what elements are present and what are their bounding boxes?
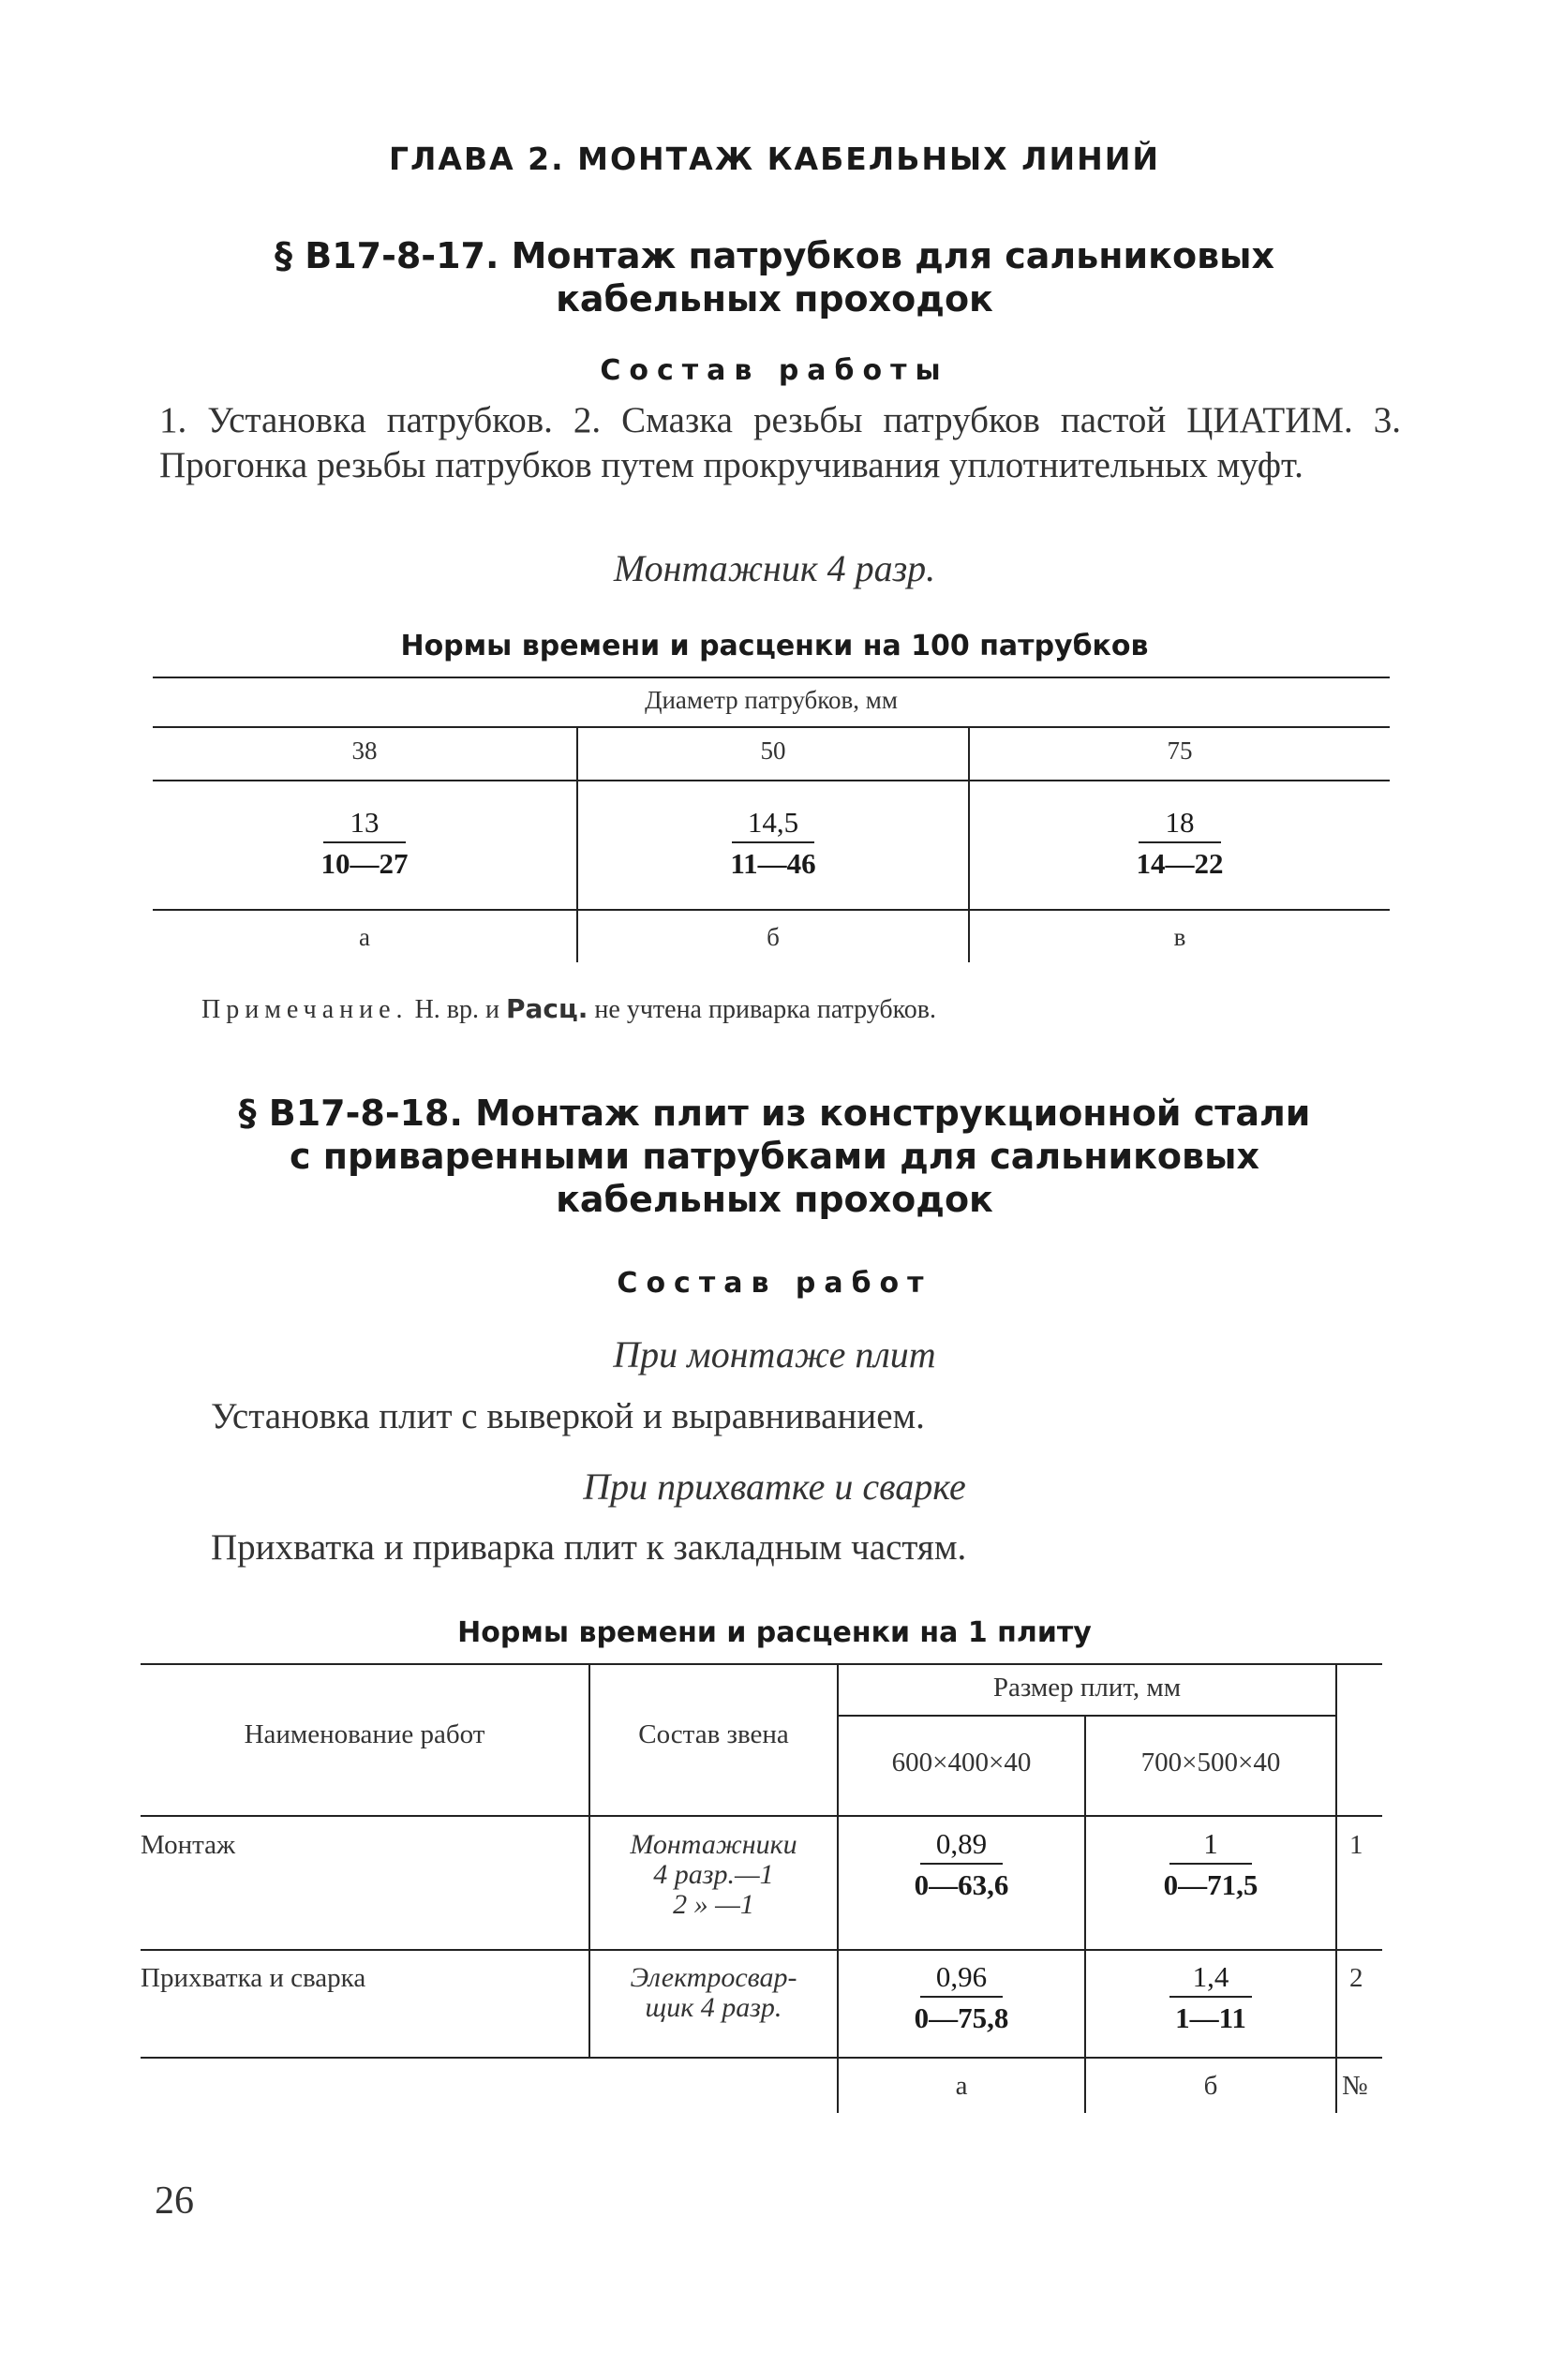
section2-sub1-text: Установка плит с выверкой и выравниванием.	[211, 1396, 925, 1436]
section1-title	[0, 234, 1549, 320]
table1-header: Диаметр патрубков, мм	[645, 686, 898, 714]
table2-row1-value-b	[1086, 1827, 1335, 1902]
table2-num-sign: №	[1342, 2071, 1368, 2101]
table2-row1-norm-a: 0,89	[920, 1827, 1003, 1865]
table1-diameter-50: 50	[760, 736, 786, 765]
table1-value-b	[578, 806, 968, 881]
table2-letter-b: б	[1203, 2071, 1218, 2101]
table2-rule-top	[141, 1663, 1382, 1665]
table2-row1-crew-line1: Монтажники	[630, 1829, 797, 1860]
table2-row1-crew-line2: 4 разр.—1	[653, 1859, 774, 1890]
table2-rule-row1	[141, 1949, 1382, 1951]
section2-title-line1: § В17-8-18. Монтаж плит из конструкционной стали	[238, 1093, 1311, 1134]
note-and: и	[485, 995, 499, 1024]
table1-note	[201, 993, 936, 1025]
table1-value-a	[153, 806, 576, 881]
note-label: Примечание.	[201, 995, 409, 1024]
table1-norm-c: 18	[1139, 806, 1221, 843]
section1-worker: Монтажник 4 разр.	[613, 547, 936, 589]
section2-sub1-heading: При монтаже плит	[613, 1333, 936, 1376]
table2-row2-crew-line2: щик 4 разр.	[645, 1992, 782, 2023]
section2-title-line2: с приваренными патрубками для сальниковых	[290, 1136, 1259, 1177]
section2-work-heading: Состав работ	[617, 1267, 932, 1300]
note-rest: не учтена приварка патрубков.	[594, 995, 937, 1024]
table2-divider-num	[1335, 1665, 1337, 2113]
table2-row1-num: 1	[1349, 1830, 1363, 1860]
table1-diameter-75: 75	[1167, 736, 1193, 765]
table2-rule-row2	[141, 2057, 1382, 2059]
table2-row2-work: Прихватка и сварка	[141, 1963, 366, 1993]
table1-letter-b: б	[767, 923, 780, 951]
table2-row1-value-a	[839, 1827, 1084, 1902]
table2-row2-crew	[590, 1963, 837, 2023]
table2-row1-price-a: 0—63,6	[914, 1868, 1009, 1901]
table2-header-size-b: 700×500×40	[1140, 1748, 1281, 1778]
table1-rule-values	[153, 909, 1390, 911]
table2-row2-crew-line1: Электросвар-	[630, 1962, 797, 1993]
table1-price-b: 11—46	[730, 847, 816, 880]
table1-norm-b: 14,5	[732, 806, 814, 843]
table2-caption: Нормы времени и расценки на 1 плиту	[457, 1616, 1092, 1649]
table2-header-crew: Состав звена	[638, 1719, 789, 1749]
table1-rule-diam	[153, 780, 1390, 781]
table2-rule-header	[141, 1815, 1382, 1817]
table2-row2-price-b: 1—11	[1175, 2001, 1246, 2034]
table1-rule-top	[153, 677, 1390, 678]
table2-header-work: Наименование работ	[244, 1719, 485, 1749]
table1-caption: Нормы времени и расценки на 100 патрубков	[400, 630, 1149, 662]
table2-row2-value-a	[839, 1960, 1084, 2035]
chapter-title: ГЛАВА 2. МОНТАЖ КАБЕЛЬНЫХ ЛИНИЙ	[389, 141, 1160, 177]
table2-row1-crew	[590, 1830, 837, 1920]
table2-header-size: Размер плит, мм	[992, 1673, 1182, 1703]
table1-price-a: 10—27	[320, 847, 409, 880]
table2-row1-work: Монтаж	[141, 1830, 236, 1860]
table2-header-size-a: 600×400×40	[891, 1748, 1032, 1778]
page-number: 26	[155, 2179, 194, 2223]
table2-row2-norm-a: 0,96	[920, 1960, 1003, 1998]
section2-sub2-text: Прихватка и приварка плит к закладным частям.	[211, 1527, 967, 1568]
table1-value-c	[970, 806, 1390, 881]
table2-letter-a: а	[955, 2071, 968, 2101]
table2-row2-num: 2	[1349, 1963, 1363, 1993]
section1-work-heading: Состав работы	[600, 354, 949, 387]
table2-row2-norm-b: 1,4	[1169, 1960, 1252, 1998]
table2-row1-norm-b: 1	[1169, 1827, 1252, 1865]
section1-title-line2: кабельных проходок	[556, 278, 993, 320]
table2-row2-price-a: 0—75,8	[914, 2001, 1009, 2034]
table2-row2-value-b	[1086, 1960, 1335, 2035]
table2-rule-size	[839, 1715, 1335, 1717]
section2-title-line3: кабельных проходок	[556, 1179, 993, 1220]
table1-letter-a: а	[359, 923, 370, 951]
table1-price-c: 14—22	[1136, 847, 1224, 880]
table1-norm-a: 13	[323, 806, 406, 843]
note-rasc: Расц.	[506, 993, 588, 1024]
section2-sub2-heading: При прихватке и сварке	[583, 1465, 966, 1508]
note-hvr: Н. вр.	[414, 995, 480, 1024]
section1-work-text: 1. Установка патрубков. 2. Смазка резьбы патрубков пастой ЦИАТИМ. 3. Прогонка резьбы патрубков путем прокручивания уплотнительных муфт.	[159, 400, 1401, 485]
table1-diameter-38: 38	[351, 736, 378, 765]
table2-row1-crew-line3: 2 » —1	[673, 1889, 754, 1920]
section1-title-line1: § В17-8-17. Монтаж патрубков для сальниковых	[275, 235, 1274, 276]
table1-rule-header	[153, 726, 1390, 728]
table1-letter-c: в	[1173, 923, 1186, 951]
table2-row1-price-b: 0—71,5	[1163, 1868, 1259, 1901]
section2-title	[0, 1092, 1549, 1221]
